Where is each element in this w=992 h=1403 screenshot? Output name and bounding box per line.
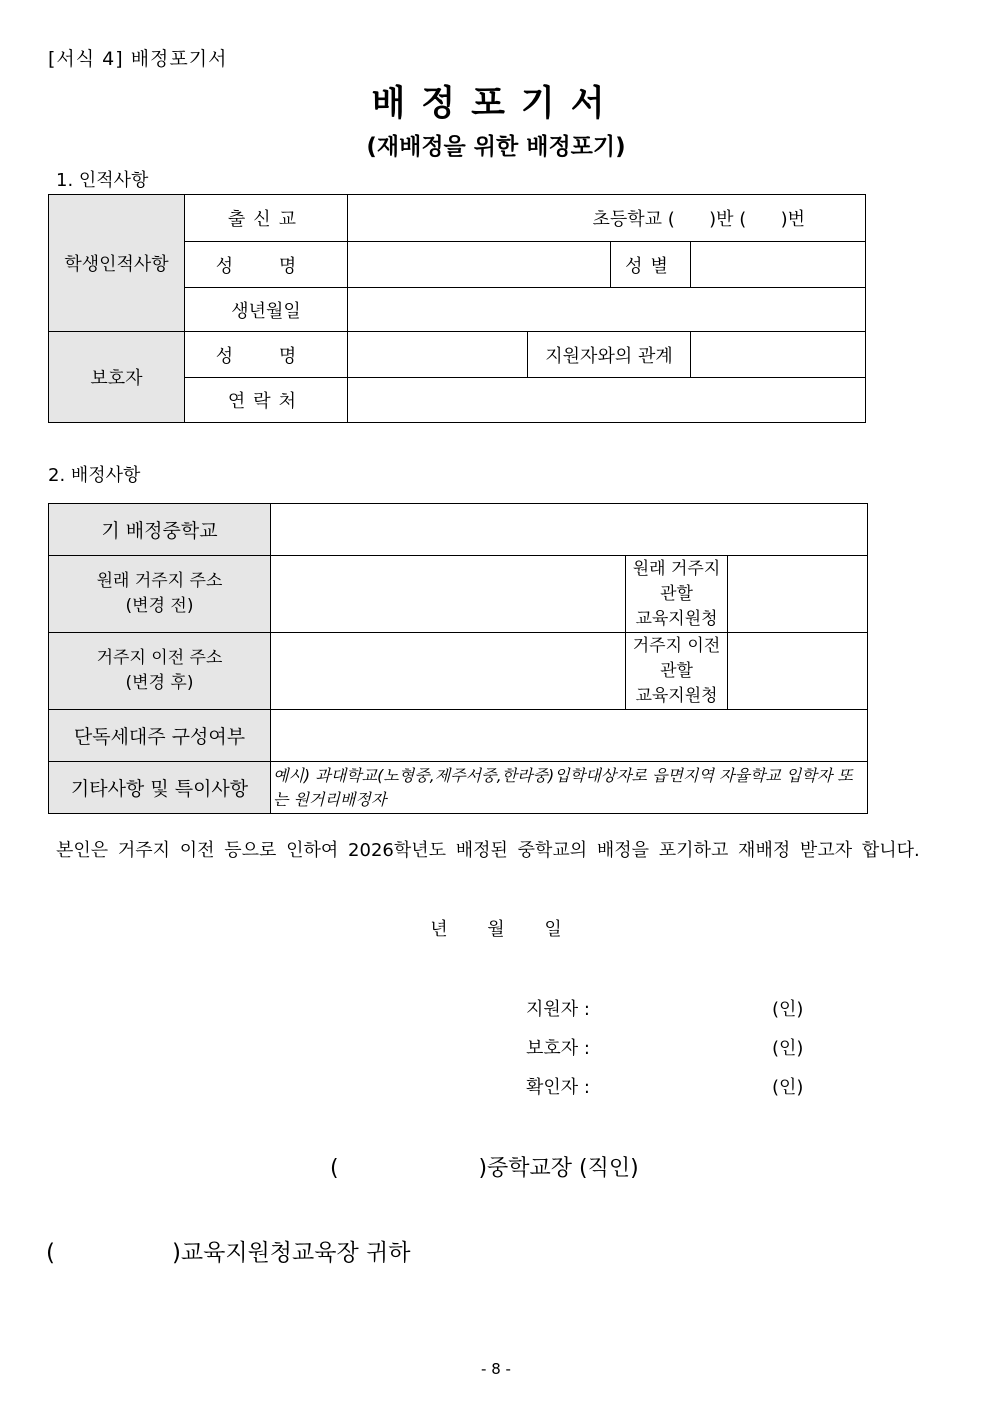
confirmer-label: 확인자 : [526,1077,590,1098]
applicant-signature-row [526,995,804,1021]
original-office-label [626,556,728,633]
student-info-group-label: 학생인적사항 [49,195,185,332]
new-address-field[interactable] [271,633,626,710]
original-office-label-line1: 원래 거주지 [632,558,721,579]
new-office-label-line2: 관할 [660,660,693,681]
section-heading-personal-info: 1. 인적사항 [56,170,149,191]
assigned-school-field[interactable] [271,504,868,556]
original-office-label-line2: 관할 [660,583,693,604]
guardian-name-label: 성 명 [185,332,348,378]
principal-line: ( )중학교장 (직인) [330,1156,639,1181]
student-name-label: 성 명 [185,242,348,288]
birth-date-field[interactable] [348,288,866,332]
guardian-group-label: 보호자 [49,332,185,423]
page-subtitle: (재배정을 위한 배정포기) [366,134,626,160]
gender-field[interactable] [691,242,866,288]
new-address-label [49,633,271,710]
student-name-field[interactable] [348,242,611,288]
page-number: - 8 - [481,1360,511,1378]
new-office-field[interactable] [728,633,868,710]
gender-label: 성별 [611,242,691,288]
addressee-line: ( )교육지원청교육장 귀하 [46,1240,411,1266]
new-office-label-line3: 교육지원청 [635,685,718,706]
school-field[interactable]: 초등학교 ( )반 ( )번 [348,195,866,242]
school-label: 출신교 [185,195,348,242]
page-title: 배정포기서 [371,84,621,124]
guardian-label: 보호자 : [526,1038,590,1059]
assigned-school-label: 기 배정중학교 [49,504,271,556]
new-address-label-line1: 거주지 이전 주소 [96,648,223,668]
section-heading-assignment: 2. 배정사항 [48,465,141,486]
guardian-name-field[interactable] [348,332,528,378]
original-office-label-line3: 교육지원청 [635,608,718,629]
guardian-signature-row [526,1034,804,1060]
single-household-label: 단독세대주 구성여부 [49,710,271,762]
original-address-label [49,556,271,633]
new-office-label-line1: 거주지 이전 [632,635,721,656]
birth-date-label: 생년월일 [185,288,348,332]
new-office-label [626,633,728,710]
original-address-field[interactable] [271,556,626,633]
relation-field[interactable] [691,332,866,378]
declaration-text: 본인은 거주지 이전 등으로 인하여 2026학년도 배정된 중학교의 배정을 포기하고 재배정 받고자 합니다. [56,840,920,861]
guardian-seal: (인) [772,1038,804,1059]
remarks-field[interactable]: 예시) 과대학교(노형중,제주서중,한라중)입학대상자로 읍면지역 자율학교 입학자 또는 원거리배정자 [271,762,868,814]
new-address-label-line2: (변경 후) [125,673,194,693]
original-office-field[interactable] [728,556,868,633]
form-label: [서식 4] 배정포기서 [48,48,228,70]
original-address-label-line2: (변경 전) [125,596,194,616]
contact-label: 연락처 [185,378,348,423]
assignment-table [48,503,868,814]
original-address-label-line1: 원래 거주지 주소 [96,571,223,591]
single-household-field[interactable] [271,710,868,762]
confirmer-signature-row [526,1073,804,1099]
applicant-label: 지원자 : [526,999,590,1020]
personal-info-table [48,194,866,423]
confirmer-seal: (인) [772,1077,804,1098]
relation-label: 지원자와의 관계 [528,332,691,378]
date-line: 년 월 일 [430,919,562,940]
remarks-label: 기타사항 및 특이사항 [49,762,271,814]
contact-field[interactable] [348,378,866,423]
applicant-seal: (인) [772,999,804,1020]
